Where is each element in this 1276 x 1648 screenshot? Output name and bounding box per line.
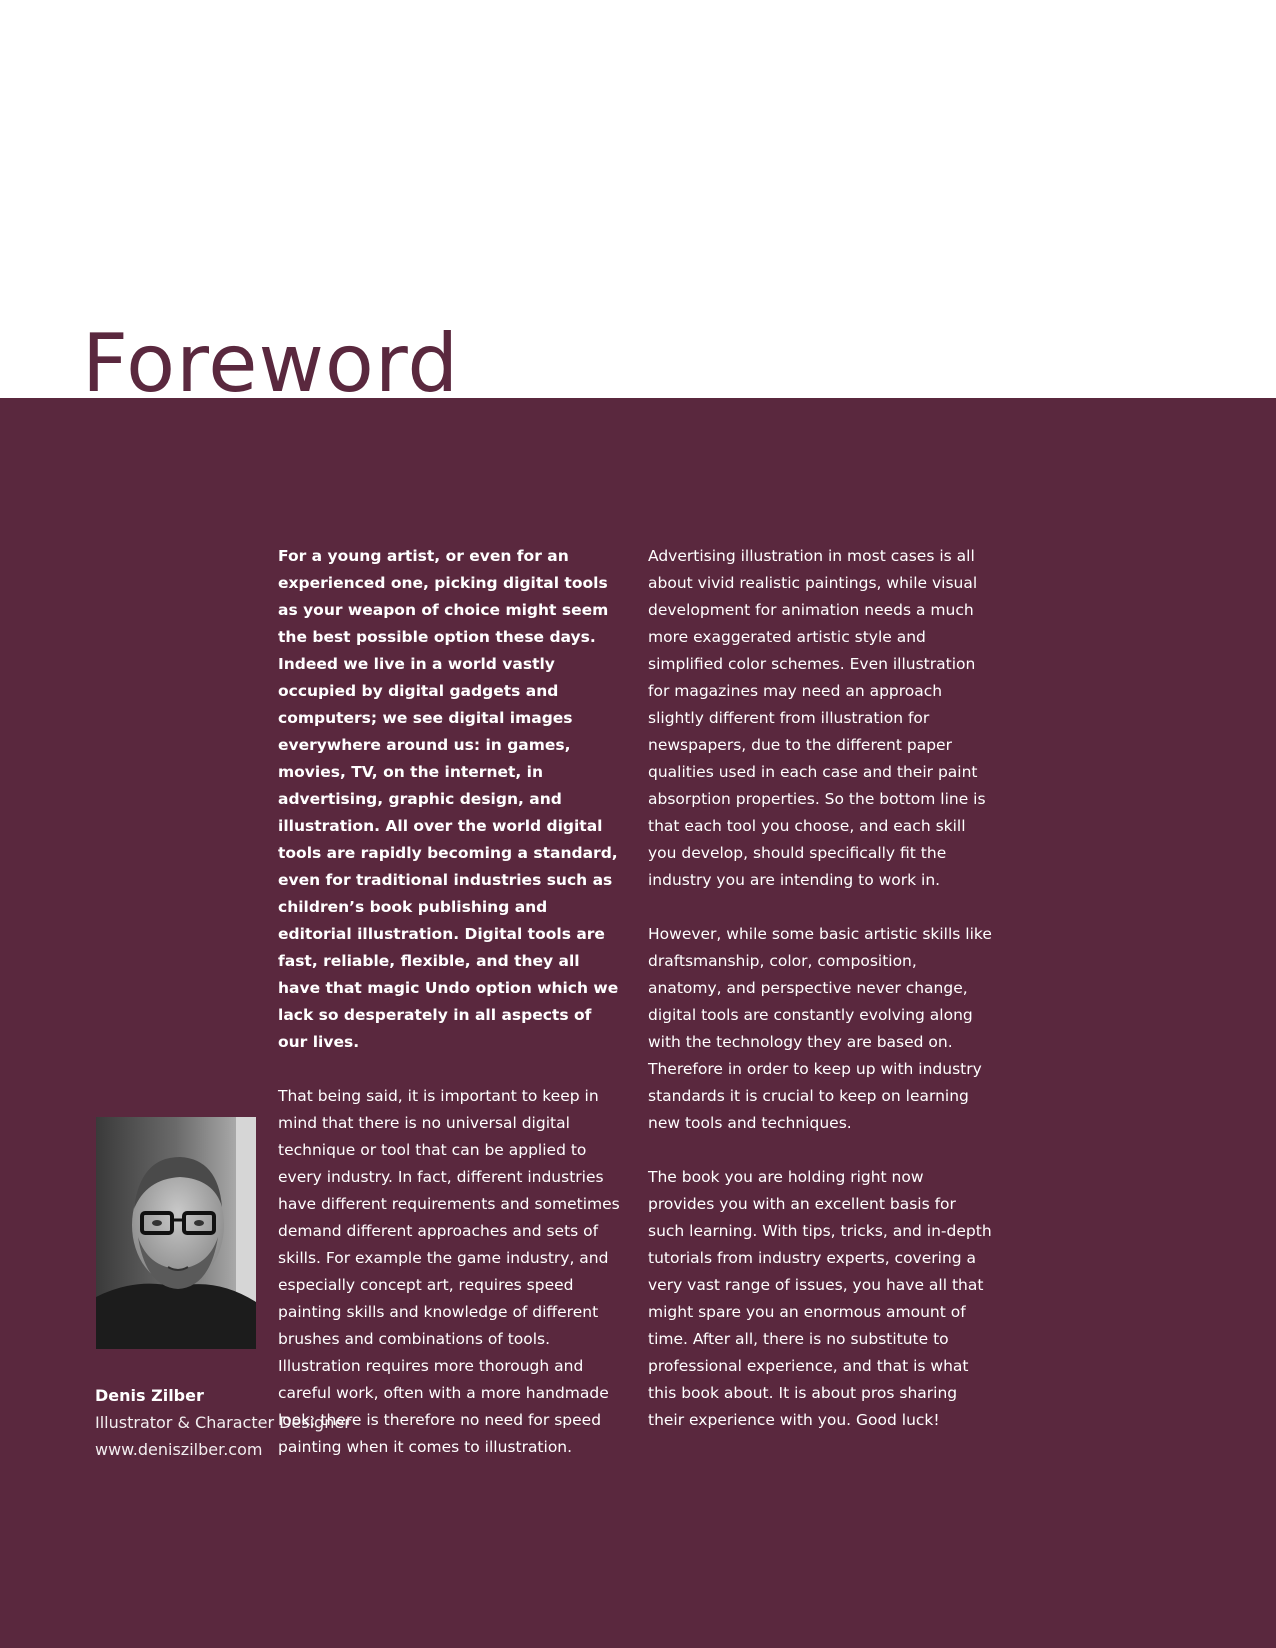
- author-byline: [95, 1382, 351, 1463]
- paragraph: The book you are holding right now provides you with an excellent basis for such learning. With tips, tricks, and in-depth tutorials from industry experts, covering a very vast range of issues, you have all that might spare you an enormous amount of time. After all, there is no substitute to professional experience, and that is what this book about. It is about pros sharing their experience with you. Good luck!: [648, 1168, 992, 1429]
- author-photo: [96, 1117, 256, 1349]
- author-website-link[interactable]: www.deniszilber.com: [95, 1440, 263, 1459]
- left-column: [278, 543, 623, 1488]
- right-column: [648, 543, 993, 1461]
- lead-paragraph: For a young artist, or even for an experienced one, picking digital tools as your weapon of choice might seem the best possible option these days. Indeed we live in a world vastly occupied by digital gadgets and computers; we see digital images everywhere around us: in games, movies, TV, on the internet, in advertising, graphic design, and illustration. All over the world digital tools are rapidly becoming a standard, even for traditional industries such as children’s book publishing and editorial illustration. Digital tools are fast, reliable, flexible, and they all have that magic Undo option which we lack so desperately in all aspects of our lives.: [278, 547, 619, 1051]
- paragraph: However, while some basic artistic skills like draftsmanship, color, composition, anatomy, and perspective never change, digital tools are constantly evolving along with the technology they are based on. Therefore in order to keep up with industry standards it is crucial to keep on learning new tools and techniques.: [648, 925, 992, 1132]
- page-title: Foreword: [82, 317, 460, 410]
- author-role: Illustrator & Character Designer: [95, 1413, 351, 1432]
- author-name: Denis Zilber: [95, 1386, 204, 1405]
- paragraph: Advertising illustration in most cases is all about vivid realistic paintings, while visual development for animation needs a much more exaggerated artistic style and simplified color schemes. Even illustration for magazines may need an approach slightly different from illustration for newspapers, due to the different paper qualities used in each case and their paint absorption properties. So the bottom line is that each tool you choose, and each skill you develop, should specifically fit the industry you are intending to work in.: [648, 547, 986, 889]
- paragraph: That being said, it is important to keep in mind that there is no universal digital technique or tool that can be applied to every industry. In fact, different industries have different requirements and sometimes demand different approaches and sets of skills. For example the game industry, and especially concept art, requires speed painting skills and knowledge of different brushes and combinations of tools. Illustration requires more thorough and careful work, often with a more handmade look; there is therefore no need for speed painting when it comes to illustration.: [278, 1087, 620, 1456]
